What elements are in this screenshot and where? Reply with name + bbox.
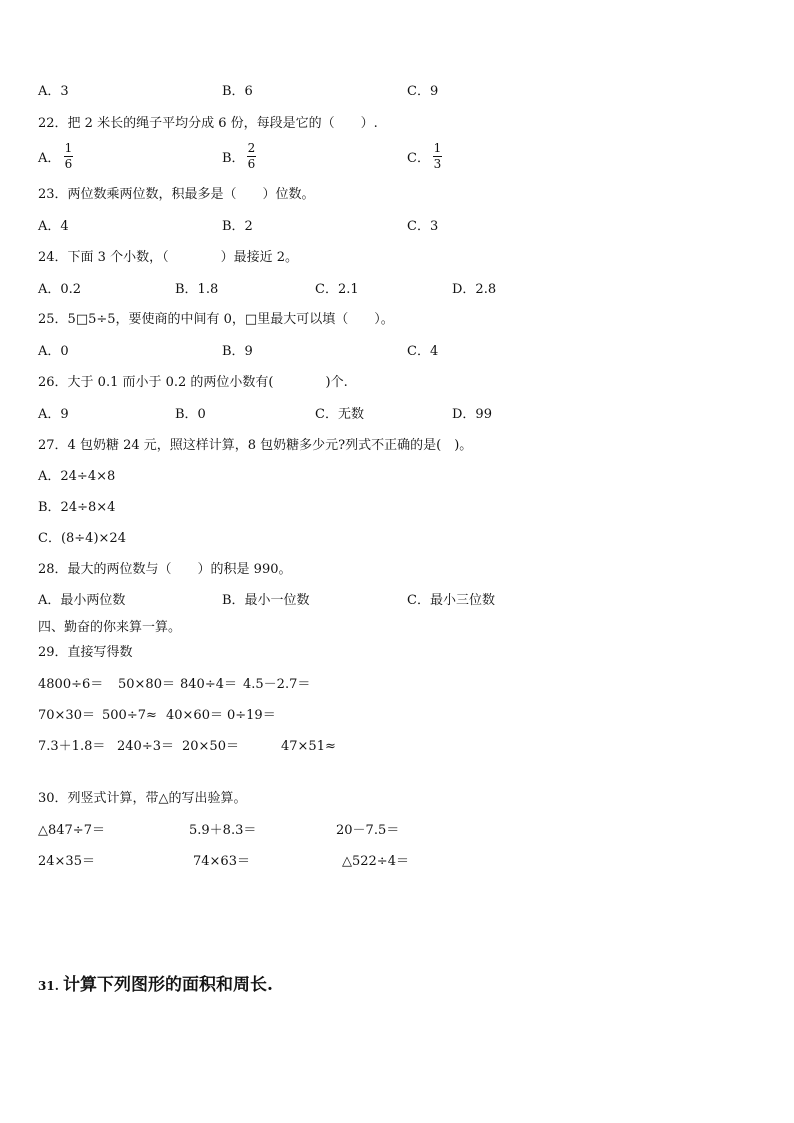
q29-item: 47×51≈ — [281, 739, 336, 754]
q23-stem: 23．两位数乘两位数，积最多是（ ）位数。 — [38, 187, 315, 202]
q29-item: 500÷7≈ — [102, 708, 157, 723]
q29-item: 20×50＝ — [182, 739, 239, 754]
q28-option-a: A．最小两位数 — [38, 593, 126, 608]
q22-option-c-label: C． — [407, 151, 430, 166]
q24-stem: 24．下面 3 个小数，（ ）最接近 2。 — [38, 250, 298, 265]
q29-item: 70×30＝ — [38, 708, 95, 723]
q23-option-a: A．4 — [38, 219, 69, 234]
q21-option-c: C．9 — [407, 84, 439, 99]
q28-option-b: B．最小一位数 — [222, 593, 310, 608]
q27-option-c: C．(8÷4)×24 — [38, 531, 126, 546]
q30-item: 5.9＋8.3＝ — [189, 823, 257, 838]
q25-stem: 25．5□5÷5，要使商的中间有 0，□里最大可以填（ ）。 — [38, 312, 394, 327]
q26-option-c: C．无数 — [315, 407, 364, 422]
q24-option-d: D．2.8 — [452, 282, 497, 297]
q22-option-b-fraction — [247, 142, 256, 171]
q28-option-c: C．最小三位数 — [407, 593, 495, 608]
q22-option-a-fraction — [64, 142, 73, 171]
q25-option-a: A．0 — [38, 344, 69, 359]
section-heading: 四、勤奋的你来算一算。 — [38, 620, 182, 635]
q29-stem: 29．直接写得数 — [38, 645, 133, 660]
q26-option-d: D．99 — [452, 407, 492, 422]
q29-item: 40×60＝ — [166, 708, 223, 723]
q25-option-c: C．4 — [407, 344, 439, 359]
q29-item: 840÷4＝ — [180, 677, 237, 692]
q21-option-b: B．6 — [222, 84, 253, 99]
q22-option-c-numerator: 1 — [433, 141, 442, 155]
q22-option-a-denominator: 6 — [64, 157, 73, 171]
q24-option-c: C．2.1 — [315, 282, 359, 297]
q24-option-b: B．1.8 — [175, 282, 219, 297]
q29-item: 50×80＝ — [118, 677, 175, 692]
q30-item: △522÷4＝ — [342, 854, 409, 869]
q23-option-c: C．3 — [407, 219, 439, 234]
q22-option-c-fraction — [433, 142, 442, 171]
q22-option-a-numerator: 1 — [64, 141, 73, 155]
q29-item: 7.3＋1.8＝ — [38, 739, 106, 754]
q24-option-a: A．0.2 — [38, 282, 82, 297]
q30-item: 24×35＝ — [38, 854, 95, 869]
q22-option-a-label: A． — [38, 151, 61, 166]
q30-item: 74×63＝ — [193, 854, 250, 869]
q22-option-c-denominator: 3 — [433, 157, 442, 171]
q27-option-a: A．24÷4×8 — [38, 469, 116, 484]
q22-option-b-label: B． — [222, 151, 245, 166]
q26-option-a: A．9 — [38, 407, 69, 422]
q29-item: 240÷3＝ — [117, 739, 174, 754]
q22-option-b-numerator: 2 — [247, 141, 256, 155]
q26-stem: 26．大于 0.1 而小于 0.2 的两位小数有( )个. — [38, 375, 348, 390]
q25-option-b: B．9 — [222, 344, 253, 359]
q30-item: △847÷7＝ — [38, 823, 105, 838]
q23-option-b: B．2 — [222, 219, 253, 234]
q27-option-b: B．24÷8×4 — [38, 500, 116, 515]
q29-item: 4.5－2.7＝ — [243, 677, 311, 692]
q22-option-b-denominator: 6 — [247, 157, 256, 171]
q21-option-a: A．3 — [38, 84, 69, 99]
q31-stem: 计算下列图形的面积和周长. — [63, 975, 273, 995]
q26-option-b: B．0 — [175, 407, 206, 422]
q22-stem: 22．把 2 米长的绳子平均分成 6 份，每段是它的（ ）. — [38, 116, 378, 131]
q27-stem: 27．4 包奶糖 24 元，照这样计算，8 包奶糖多少元?列式不正确的是( )。 — [38, 438, 473, 453]
q29-item: 4800÷6＝ — [38, 677, 104, 692]
q31 — [38, 975, 273, 997]
q30-stem: 30．列竖式计算，带△的写出验算。 — [38, 791, 247, 806]
q28-stem: 28．最大的两位数与（ ）的积是 990。 — [38, 562, 292, 577]
q30-item: 20－7.5＝ — [336, 823, 400, 838]
q31-number: 31. — [38, 979, 59, 993]
q29-item: 0÷19＝ — [227, 708, 276, 723]
